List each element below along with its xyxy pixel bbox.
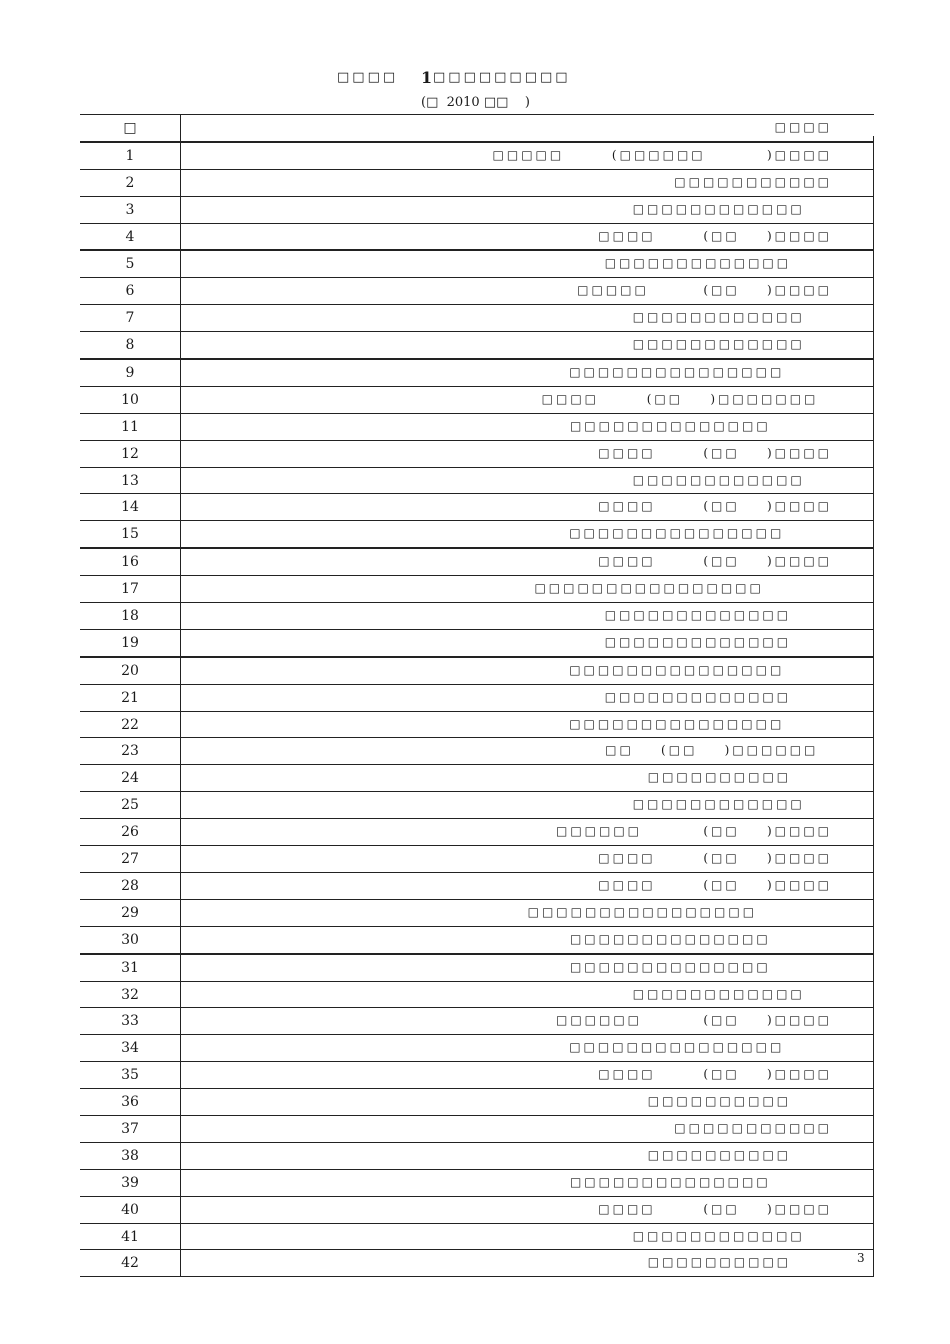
row-text: □□□□□□□□□□□□□ (604, 256, 832, 271)
row-text: □□□□ (□□ )□□□□ (598, 445, 832, 460)
table-row (80, 927, 874, 955)
table-row (80, 1035, 874, 1062)
row-text: □□□□ (□□ )□□□□ (598, 877, 832, 892)
row-text: □□□□ (□□ )□□□□ (598, 554, 832, 569)
row-number: 38 (121, 1147, 139, 1164)
row-number: 36 (121, 1094, 139, 1111)
row-text: □□□□ (□□ )□□□□□□□ (541, 391, 832, 406)
row-text: □□□□□□□□□□□□□□□□ (534, 581, 832, 596)
table-row (80, 224, 874, 252)
table-row (80, 1089, 874, 1116)
table-row (80, 685, 874, 712)
row-text: □□□□□ (□□□□□□ )□□□□ (492, 147, 832, 162)
page-number: 3 (857, 1251, 865, 1265)
table-row (80, 792, 874, 819)
table-row (80, 900, 874, 927)
table-row (80, 819, 874, 846)
table-row (80, 549, 874, 576)
row-text: □□□□□□□□□□□□□□□ (569, 1040, 832, 1055)
row-text: □□□□□□ (□□ )□□□□ (555, 824, 832, 839)
row-number: 15 (121, 526, 139, 543)
row-number: 29 (121, 904, 139, 921)
table-row (80, 603, 874, 630)
row-text: □□□□□□□□□□□□ (632, 1228, 832, 1243)
table-row (80, 468, 874, 495)
row-text: □□□□□□□□□□□□ (632, 797, 832, 812)
row-number: 18 (121, 608, 139, 625)
row-number: 26 (121, 824, 139, 841)
row-number: 20 (121, 662, 139, 679)
row-number: 1 (125, 147, 135, 164)
row-text: □□□□□□□□□□□ (674, 174, 832, 189)
row-text: □□□□□□□□□□□□□ (604, 634, 832, 649)
row-number: 24 (121, 770, 139, 787)
table-row (80, 170, 874, 197)
row-number: 30 (121, 931, 139, 948)
row-number: 19 (121, 634, 139, 651)
row-text: □□□□□ (□□ )□□□□ (577, 283, 832, 298)
row-text: □□□□□□□□□□□□□□□ (569, 365, 832, 380)
row-number: 3 (125, 201, 135, 218)
row-number: 35 (121, 1067, 139, 1084)
table-row (80, 630, 874, 658)
row-text: □□□□□□□□□□□□ (632, 201, 832, 216)
row-text: □□□□□□□□□□□□ (632, 337, 832, 352)
table-row (80, 765, 874, 792)
table-row (80, 846, 874, 873)
row-text: □□□□□□□□□□ (647, 1147, 832, 1162)
row-number: 37 (121, 1120, 139, 1137)
document-subtitle: (□ 2010 □□ ) (421, 95, 531, 110)
table-row (80, 1170, 874, 1197)
row-number: 7 (125, 310, 135, 327)
row-text: □□□□ (□□ )□□□□ (598, 228, 832, 243)
row-text: □□□□ (□□ )□□□□ (598, 499, 832, 514)
table-row (80, 1224, 874, 1251)
table-row (80, 305, 874, 332)
title-text: □□□□□□□□□ (433, 70, 571, 85)
row-number: 6 (125, 283, 135, 300)
row-number: 14 (121, 499, 139, 516)
row-number: 11 (121, 418, 139, 435)
table-row (80, 873, 874, 900)
row-text: □□□□□□□□□□□□□□ (569, 931, 832, 946)
table-row (80, 576, 874, 603)
row-text: □□□□□□ (□□ )□□□□ (555, 1013, 832, 1028)
row-number: 21 (121, 689, 139, 706)
row-text: □□□□□□□□□□□□□ (604, 608, 832, 623)
table-row (80, 658, 874, 685)
row-text: □□□□□□□□□□ (647, 1255, 832, 1270)
table-row (80, 197, 874, 224)
table-row (80, 1062, 874, 1089)
row-text: □□□□□□□□□□□□ (632, 310, 832, 325)
document-title (0, 70, 950, 92)
table-header (80, 114, 874, 143)
table-row (80, 1197, 874, 1224)
row-number: 40 (121, 1201, 139, 1218)
table-row (80, 521, 874, 549)
table-row (80, 712, 874, 739)
data-table (80, 114, 874, 1277)
table-row (80, 1250, 874, 1277)
table-row (80, 143, 874, 170)
row-number: 27 (121, 851, 139, 868)
row-number: 33 (121, 1013, 139, 1030)
row-number: 39 (121, 1174, 139, 1191)
table-row (80, 278, 874, 305)
table-row (80, 441, 874, 468)
row-text: □□□□ (□□ )□□□□ (598, 1201, 832, 1216)
row-number: 2 (125, 174, 135, 191)
row-number: 42 (121, 1255, 139, 1272)
row-text: □□ (□□ )□□□□□□ (605, 743, 832, 758)
row-text: □□□□□□□□□□ (647, 1094, 832, 1109)
row-text: □□□□□□□□□□□□□□□ (569, 716, 832, 731)
row-number: 10 (121, 391, 139, 408)
row-text: □□□□□□□□□□□□□□ (569, 959, 832, 974)
row-number: 28 (121, 877, 139, 894)
row-text: □□□□□□□□□□□ (674, 1120, 832, 1135)
row-number: 32 (121, 986, 139, 1003)
table-row (80, 955, 874, 982)
table-row (80, 494, 874, 521)
table-row (80, 1008, 874, 1035)
row-text: □□□□□□□□□□□□□□ (569, 418, 832, 433)
row-text: □□□□ (□□ )□□□□ (598, 1067, 832, 1082)
row-number: 17 (121, 581, 139, 598)
row-number: 23 (121, 743, 139, 760)
header-text: □□□□ (774, 120, 832, 134)
row-number: 16 (121, 554, 139, 571)
row-number: 13 (121, 472, 139, 489)
table-row (80, 251, 874, 278)
row-number: 8 (125, 337, 135, 354)
row-text: □□□□□□□□□□□□ (632, 986, 832, 1001)
row-text: □□□□□□□□□□□□□□□ (569, 526, 832, 541)
row-number: 41 (121, 1228, 139, 1245)
row-text: □□□□□□□□□□□□ (632, 472, 832, 487)
row-text: □□□□ (□□ )□□□□ (598, 851, 832, 866)
table-row (80, 414, 874, 441)
table-row (80, 738, 874, 765)
row-text: □□□□□□□□□□□□□□□ (569, 662, 832, 677)
table-row (80, 1143, 874, 1170)
title-prefix: □□□□ (337, 70, 399, 85)
row-number: 4 (125, 228, 135, 245)
table-row (80, 332, 874, 360)
row-number: 12 (121, 445, 139, 462)
row-number: 34 (121, 1040, 139, 1057)
table-row (80, 982, 874, 1009)
row-number: 5 (125, 256, 135, 273)
row-number: 31 (121, 959, 139, 976)
row-text: □□□□□□□□□□□□□□□□ (527, 904, 832, 919)
row-number: 22 (121, 716, 139, 733)
table-row (80, 387, 874, 414)
title-number: 1 (421, 68, 433, 87)
row-number: 25 (121, 797, 139, 814)
row-text: □□□□□□□□□□□□□□ (569, 1174, 832, 1189)
row-text: □□□□□□□□□□□□□ (604, 689, 832, 704)
row-text: □□□□□□□□□□ (647, 770, 832, 785)
row-number: 9 (125, 365, 135, 382)
header-num: □ (123, 120, 137, 136)
table-row (80, 1116, 874, 1143)
table-row (80, 360, 874, 387)
